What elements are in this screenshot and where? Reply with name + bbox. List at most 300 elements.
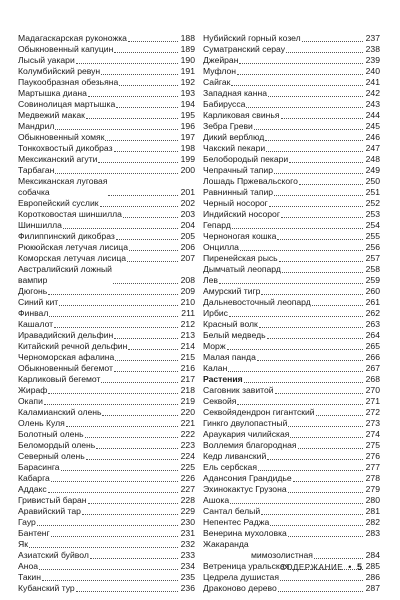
- toc-entry-title: Индийский носорог: [203, 209, 280, 219]
- toc-entry-title: Ашока: [203, 495, 230, 505]
- dot-leader: [119, 84, 178, 86]
- toc-entry: [18, 583, 195, 594]
- toc-entry-page: 267: [365, 363, 380, 373]
- toc-entry-title: Синий кит: [18, 297, 59, 307]
- toc-entry: [18, 572, 195, 583]
- toc-entry: [203, 473, 380, 484]
- dot-leader: [66, 425, 178, 427]
- toc-entry: [18, 88, 195, 99]
- toc-entry: [203, 484, 380, 495]
- toc-entry-title: Сайгак: [203, 77, 231, 87]
- toc-entry-page: 255: [365, 231, 380, 241]
- toc-entry-page: 256: [365, 242, 380, 252]
- toc-entry-title: Секвойядендрон гигантский: [203, 407, 315, 417]
- toc-entry-title: Нубийский горный козел: [203, 33, 301, 43]
- toc-entry-page: 224: [180, 451, 195, 461]
- dot-leader: [116, 238, 178, 240]
- toc-entry: [18, 462, 195, 473]
- toc-entry-page: 238: [365, 44, 380, 54]
- toc-entry-page: 213: [180, 330, 195, 340]
- toc-entry-title: Мандрил: [18, 121, 55, 131]
- toc-entry-title: Бантенг: [18, 528, 50, 538]
- toc-entry-page: 276: [365, 451, 380, 461]
- toc-entry-page: 229: [180, 506, 195, 516]
- dot-leader: [113, 282, 178, 284]
- toc-entry-page: 282: [365, 517, 380, 527]
- toc-entry: [18, 352, 195, 363]
- toc-entry: [18, 209, 195, 220]
- dot-leader: [101, 381, 178, 383]
- toc-right-column: [203, 33, 380, 594]
- dot-leader: [100, 205, 178, 207]
- toc-entry-title: Дикий верблюд: [203, 132, 265, 142]
- toc-entry: [203, 286, 380, 297]
- toc-entry-page: 221: [180, 418, 195, 428]
- dot-leader: [123, 216, 178, 218]
- toc-entry: [18, 231, 195, 242]
- toc-entry-page: 235: [180, 572, 195, 582]
- toc-entry-title: Азиатский буйвол: [18, 550, 89, 560]
- dot-leader: [227, 348, 363, 350]
- dot-leader: [115, 359, 178, 361]
- toc-entry: [203, 506, 380, 517]
- toc-entry-page: 268: [365, 374, 380, 384]
- toc-entry-title: Паукообразная обезьяна: [18, 77, 119, 87]
- toc-entry-title: Ель сербская: [203, 462, 257, 472]
- toc-entry-title: Медвежий макак: [18, 110, 85, 120]
- dot-leader: [90, 557, 178, 559]
- toc-entry-page: 260: [365, 286, 380, 296]
- dot-leader: [128, 348, 178, 350]
- toc-entry-page: 198: [180, 143, 195, 153]
- toc-entry: [18, 407, 195, 418]
- toc-entry: [18, 330, 195, 341]
- toc-entry-page: 208: [180, 275, 195, 285]
- toc-entry: [18, 165, 195, 176]
- toc-entry-page: 200: [180, 165, 195, 175]
- toc-entry-title: Лошадь Пржевальского: [203, 176, 298, 186]
- toc-entry-title: Мадагаскарская руконожка: [18, 33, 127, 43]
- toc-entry-page: 237: [365, 33, 380, 43]
- dot-leader: [280, 579, 363, 581]
- toc-entry: [18, 121, 195, 132]
- toc-entry: [203, 539, 380, 550]
- toc-entry-page: 274: [365, 429, 380, 439]
- toc-entry-title: Кубанский тур: [18, 583, 75, 593]
- toc-entry: [18, 253, 195, 264]
- toc-entry-page: 233: [180, 550, 195, 560]
- dot-leader: [274, 194, 363, 196]
- toc-entry-title: Муфлон: [203, 66, 236, 76]
- toc-entry-page: 277: [365, 462, 380, 472]
- dot-leader: [116, 106, 178, 108]
- toc-entry-title: Китайский речной дельфин: [18, 341, 128, 351]
- dot-leader: [316, 414, 363, 416]
- dot-leader: [269, 205, 363, 207]
- toc-entry-title: Адансония Грандидье: [203, 473, 292, 483]
- toc-entry: [203, 495, 380, 506]
- toc-entry-page: 228: [180, 495, 195, 505]
- toc-entry-page: 273: [365, 418, 380, 428]
- toc-entry: [18, 242, 195, 253]
- toc-entry-title: Мексиканская луговая собачка: [18, 176, 108, 197]
- toc-entry-page: 204: [180, 220, 195, 230]
- toc-entry-page: 242: [365, 88, 380, 98]
- toc-entry: [203, 198, 380, 209]
- dot-leader: [98, 161, 178, 163]
- toc-entry-page: 286: [365, 572, 380, 582]
- toc-entry: [18, 110, 195, 121]
- toc-entry: [203, 363, 380, 374]
- toc-entry-title: мимозолистная: [251, 550, 313, 560]
- dot-leader: [105, 139, 178, 141]
- dot-leader: [55, 128, 178, 130]
- toc-entry-page: 249: [365, 165, 380, 175]
- toc-entry: [203, 462, 380, 473]
- toc-entry-page: 195: [180, 110, 195, 120]
- toc-entry-page: 226: [180, 473, 195, 483]
- toc-entry-title: Лев: [203, 275, 218, 285]
- toc-entry: [203, 165, 380, 176]
- toc-entry-title: Чепрачный тапир: [203, 165, 273, 175]
- toc-entry-page: 251: [365, 187, 380, 197]
- toc-entry-page: 207: [180, 253, 195, 263]
- toc-entry-page: 259: [365, 275, 380, 285]
- toc-entry-page: 232: [180, 539, 195, 549]
- toc-entry-page: 218: [180, 385, 195, 395]
- toc-entry-page: 199: [180, 154, 195, 164]
- dot-leader: [39, 568, 178, 570]
- dot-leader: [48, 491, 178, 493]
- dot-leader: [61, 469, 178, 471]
- toc-entry-page: 214: [180, 341, 195, 351]
- dot-leader: [239, 62, 363, 64]
- toc-entry-page: 246: [365, 132, 380, 142]
- toc-entry-page: 201: [180, 187, 195, 197]
- toc-entry-title: Кедр ливанский: [203, 451, 267, 461]
- dot-leader: [286, 51, 363, 53]
- toc-entry: [203, 517, 380, 528]
- toc-entry: [203, 308, 380, 319]
- dot-leader: [298, 447, 364, 449]
- page-footer: [280, 562, 363, 572]
- toc-entry: [203, 341, 380, 352]
- dot-leader: [268, 95, 363, 97]
- dot-leader: [288, 491, 363, 493]
- toc-entry-title: Воллемия благородная: [203, 440, 297, 450]
- dot-leader: [82, 513, 178, 515]
- dot-leader: [42, 579, 178, 581]
- toc-entry-title: Саговник завитой: [203, 385, 274, 395]
- dot-leader: [114, 337, 178, 339]
- toc-entry: [18, 341, 195, 352]
- toc-entry: [18, 550, 195, 561]
- toc-entry-page: 266: [365, 352, 380, 362]
- dot-leader: [86, 458, 178, 460]
- toc-entry: [203, 583, 380, 594]
- dot-leader: [281, 117, 363, 119]
- toc-entry-title: Белобородый пекари: [203, 154, 289, 164]
- dot-leader: [54, 326, 178, 328]
- toc-entry-page: 275: [365, 440, 380, 450]
- dot-leader: [261, 513, 363, 515]
- toc-entry: [203, 352, 380, 363]
- toc-entry: [18, 429, 195, 440]
- toc-entry-title: Европейский суслик: [18, 198, 99, 208]
- toc-entry: [18, 154, 195, 165]
- dot-leader: [102, 414, 178, 416]
- toc-entry-page: 272: [365, 407, 380, 417]
- toc-entry-page: 205: [180, 231, 195, 241]
- toc-entry-title: Ветреница уральская: [203, 561, 290, 571]
- dot-leader: [282, 271, 363, 273]
- dot-leader: [59, 304, 178, 306]
- dot-leader: [267, 458, 363, 460]
- toc-entry-page: 244: [365, 110, 380, 120]
- toc-entry-title: Чакский пекари: [203, 143, 266, 153]
- toc-entry-title: Обыкновенный хомяк: [18, 132, 105, 142]
- toc-entry-title: Кабарга: [18, 473, 50, 483]
- toc-entry: [203, 231, 380, 242]
- toc-entry-title: Калан: [203, 363, 228, 373]
- toc-entry: [18, 506, 195, 517]
- dot-leader: [293, 480, 363, 482]
- dot-leader: [48, 293, 178, 295]
- toc-entry-title: Такин: [18, 572, 41, 582]
- toc-entry-title: Равнинный тапир: [203, 187, 274, 197]
- toc-entry-title: Пиренейская рысь: [203, 253, 278, 263]
- toc-entry: [18, 77, 195, 88]
- toc-entry-title: Кашалот: [18, 319, 54, 329]
- toc-entry-title: Иравадийский дельфин: [18, 330, 114, 340]
- dot-leader: [219, 282, 363, 284]
- toc-entry-title: Западная канна: [203, 88, 267, 98]
- dot-leader: [86, 117, 178, 119]
- toc-entry-page: 258: [365, 264, 380, 274]
- toc-entry: [203, 88, 380, 99]
- toc-entry: [203, 99, 380, 110]
- toc-entry-page: 219: [180, 396, 195, 406]
- toc-entry: [203, 572, 380, 583]
- toc-entry-title: Филиппинский дикобраз: [18, 231, 115, 241]
- toc-entry-page: 188: [180, 33, 195, 43]
- dot-leader: [108, 194, 178, 196]
- dot-leader: [76, 62, 178, 64]
- toc-entry-title: Северный олень: [18, 451, 85, 461]
- toc-entry: [18, 528, 195, 539]
- dot-leader: [265, 139, 363, 141]
- toc-entry-title: Дюгонь: [18, 286, 48, 296]
- dot-leader: [29, 546, 178, 548]
- toc-entry-title: Карликовая свинья: [203, 110, 280, 120]
- toc-entry: [18, 308, 195, 319]
- toc-entry: [18, 396, 195, 407]
- toc-entry: [18, 198, 195, 209]
- toc-entry-page: 211: [181, 308, 195, 318]
- toc-entry-page: 287: [365, 583, 380, 593]
- toc-entry: [18, 561, 195, 572]
- dot-leader: [254, 128, 363, 130]
- toc-entry-page: 252: [365, 198, 380, 208]
- toc-entry: [18, 66, 195, 77]
- toc-entry-title: Амурский тигр: [203, 286, 261, 296]
- toc-entry: [18, 33, 195, 44]
- toc-entry-title: Мексиканский агути: [18, 154, 98, 164]
- dot-leader: [232, 227, 363, 229]
- toc-entry-title: Каламианский олень: [18, 407, 102, 417]
- dot-leader: [244, 381, 363, 383]
- dot-leader: [275, 392, 363, 394]
- dot-leader: [49, 315, 178, 317]
- toc-entry-title: Гинкго двулопастный: [203, 418, 288, 428]
- dot-leader: [277, 238, 363, 240]
- toc-entry: [18, 374, 195, 385]
- toc-entry-page: 197: [180, 132, 195, 142]
- toc-entry-title: Обыкновенный капуцин: [18, 44, 114, 54]
- toc-entry: [18, 451, 195, 462]
- toc-entry-page: 285: [365, 561, 380, 571]
- toc-entry: [203, 550, 380, 561]
- dot-leader: [237, 403, 363, 405]
- toc-entry-page: 280: [365, 495, 380, 505]
- dot-leader: [270, 524, 363, 526]
- toc-entry: [203, 176, 380, 187]
- dot-leader: [299, 183, 363, 185]
- toc-entry-title: Морж: [203, 341, 226, 351]
- toc-entry-title: Черный носорог: [203, 198, 268, 208]
- dot-leader: [63, 227, 178, 229]
- toc-entry: [203, 44, 380, 55]
- toc-entry-page: 222: [180, 429, 195, 439]
- dot-leader: [258, 469, 363, 471]
- toc-entry: [203, 451, 380, 462]
- dot-leader: [44, 403, 178, 405]
- toc-entry-title: Мартышка диана: [18, 88, 87, 98]
- toc-entry: [203, 440, 380, 451]
- dot-leader: [278, 590, 363, 592]
- toc-entry: [203, 121, 380, 132]
- toc-entry: [18, 99, 195, 110]
- toc-entry: [203, 187, 380, 198]
- toc-entry-title: Драконово дерево: [203, 583, 277, 593]
- toc-entry-title: Тарбаган: [18, 165, 55, 175]
- dot-leader: [246, 106, 363, 108]
- toc-entry-page: 241: [365, 77, 380, 87]
- toc-entry-title: Джейран: [203, 55, 239, 65]
- toc-entry: [203, 385, 380, 396]
- toc-entry-page: 203: [180, 209, 195, 219]
- dot-leader: [76, 590, 178, 592]
- toc-entry: [203, 253, 380, 264]
- toc-entry: [203, 110, 380, 121]
- toc-entry: [18, 319, 195, 330]
- toc-entry-page: 281: [365, 506, 380, 516]
- toc-entry-title: Черноморская афалина: [18, 352, 115, 362]
- toc-entry: [18, 132, 195, 143]
- toc-entry-page: 279: [365, 484, 380, 494]
- toc-entry-title: Сантал белый: [203, 506, 261, 516]
- toc-entry: [203, 429, 380, 440]
- toc-entry: [203, 143, 380, 154]
- dot-leader: [261, 293, 363, 295]
- toc-entry: [18, 418, 195, 429]
- toc-entry-page: 190: [180, 55, 195, 65]
- toc-entry-page: 196: [180, 121, 195, 131]
- toc-entry-page: 217: [180, 374, 195, 384]
- toc-entry: [203, 330, 380, 341]
- toc-entry-page: 239: [365, 55, 380, 65]
- toc-entry-page: 234: [180, 561, 195, 571]
- toc-entry-title: Болотный олень: [18, 429, 84, 439]
- toc-entry-title: Дымчатый леопард: [203, 264, 281, 274]
- dot-leader: [48, 392, 178, 394]
- toc-entry-page: 206: [180, 242, 195, 252]
- toc-entry: [203, 319, 380, 330]
- dot-leader: [267, 337, 363, 339]
- toc-entry-page: 248: [365, 154, 380, 164]
- dot-leader: [114, 51, 178, 53]
- toc-entry-page: 227: [180, 484, 195, 494]
- toc-entry-page: 264: [365, 330, 380, 340]
- dot-leader: [312, 304, 363, 306]
- dot-leader: [240, 249, 363, 251]
- dot-leader: [114, 370, 178, 372]
- toc-entry-page: 250: [365, 176, 380, 186]
- toc-entry-page: 261: [365, 297, 380, 307]
- dot-leader: [228, 370, 363, 372]
- dot-leader: [279, 260, 363, 262]
- dot-leader: [230, 502, 363, 504]
- dot-leader: [101, 73, 178, 75]
- toc-entry-page: 212: [180, 319, 195, 329]
- toc-entry: [203, 418, 380, 429]
- toc-entry: [203, 33, 380, 44]
- dot-leader: [51, 480, 178, 482]
- toc-entry-page: 225: [180, 462, 195, 472]
- toc-entry-title: Аддакс: [18, 484, 47, 494]
- toc-entry-title: Барасинга: [18, 462, 60, 472]
- toc-entry-title: Совинолицая мартышка: [18, 99, 116, 109]
- dot-leader: [257, 359, 363, 361]
- toc-entry: [18, 385, 195, 396]
- toc-entry-title: Жираф: [18, 385, 48, 395]
- toc-entry: [18, 143, 195, 154]
- toc-section-heading: [203, 374, 380, 385]
- dot-leader: [281, 216, 363, 218]
- toc-entry-title: Коротковостая шиншилла: [18, 209, 122, 219]
- toc-entry-page: 263: [365, 319, 380, 329]
- toc-entry-title: Зебра Греви: [203, 121, 253, 131]
- dot-leader: [88, 95, 178, 97]
- toc-entry-title: Растения: [203, 374, 243, 384]
- dot-leader: [85, 436, 178, 438]
- toc-entry-page: 210: [180, 297, 195, 307]
- dot-leader: [237, 73, 363, 75]
- dot-leader: [127, 260, 178, 262]
- toc-entry: [18, 220, 195, 231]
- toc-entry-title: Гаур: [18, 517, 36, 527]
- toc-entry: [203, 77, 380, 88]
- toc-entry-title: Венерина мухоловка: [203, 528, 287, 538]
- toc-entry-title: Аноа: [18, 561, 39, 571]
- toc-entry-page: 283: [365, 528, 380, 538]
- dot-leader: [37, 524, 178, 526]
- toc-entry-title: Онцилла: [203, 242, 239, 252]
- toc-entry-page: 215: [180, 352, 195, 362]
- toc-entry-page: 245: [365, 121, 380, 131]
- toc-entry: [18, 297, 195, 308]
- toc-entry-title: Черноногая кошка: [203, 231, 277, 241]
